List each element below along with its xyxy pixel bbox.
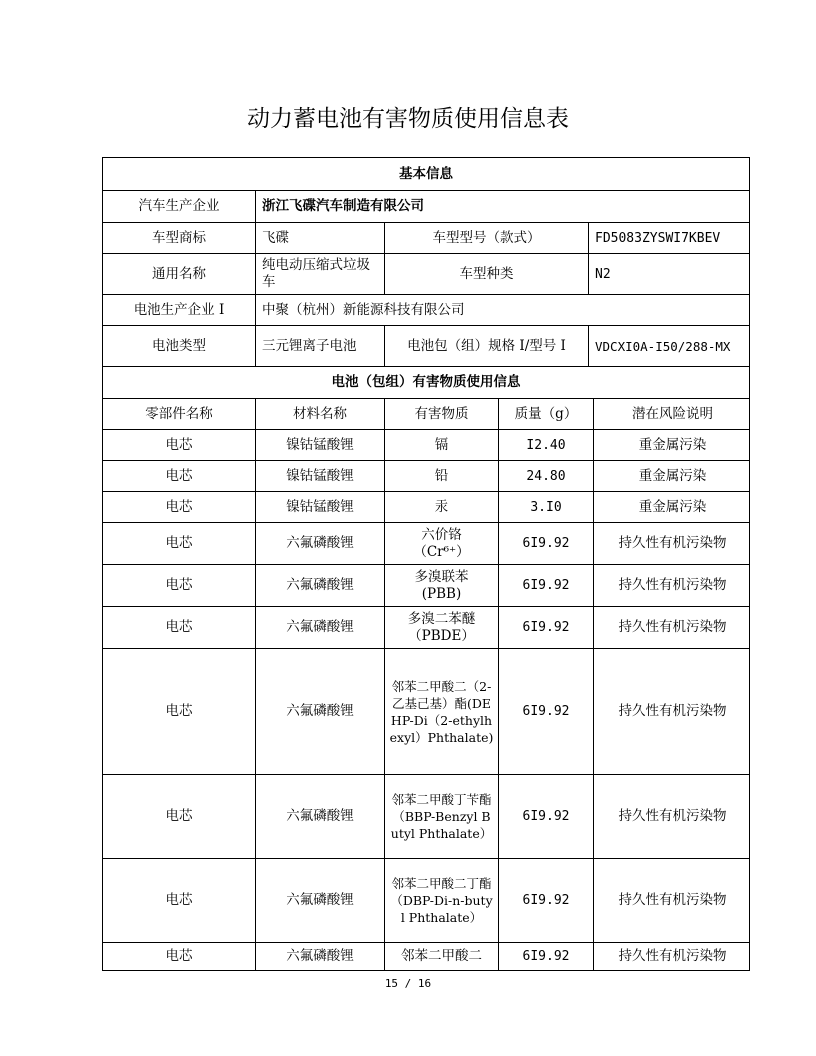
page-title: 动力蓄电池有害物质使用信息表 [247, 106, 569, 132]
material-cell: 镍钴锰酸锂 [255, 430, 384, 460]
material-cell: 六氟磷酸锂 [255, 859, 384, 942]
risk-cell: 重金属污染 [593, 492, 751, 522]
substance-cell: 邻苯二甲酸丁苄酯（BBP-Benzyl Butyl Phthalate） [384, 775, 498, 858]
mass-cell: 6I9.92 [498, 859, 593, 942]
table-row [103, 522, 749, 564]
model-label: 车型型号（款式） [384, 223, 588, 253]
manufacturer-value: 浙江飞碟汽车制造有限公司 [255, 191, 751, 222]
substance-cell: 邻苯二甲酸二 [384, 943, 498, 970]
pack-spec-label: 电池包（组）规格 I/型号 I [384, 326, 588, 366]
part-cell: 电芯 [165, 467, 193, 484]
table-row [103, 858, 749, 942]
model-value: FD5083ZYSWI7KBEV [588, 223, 751, 253]
hazard-info-header-row [103, 366, 749, 398]
material-cell: 六氟磷酸锂 [255, 943, 384, 970]
part-cell: 电芯 [165, 619, 193, 635]
hazard-info-title: 电池（包组）有害物质使用信息 [331, 374, 521, 390]
hazard-header-row [103, 398, 749, 429]
part-cell: 电芯 [165, 808, 193, 824]
risk-cell: 持久性有机污染物 [593, 649, 751, 774]
material-cell: 六氟磷酸锂 [255, 607, 384, 648]
material-cell: 六氟磷酸锂 [255, 775, 384, 858]
header-risk: 潜在风险说明 [593, 399, 751, 429]
mass-cell: 3.I0 [498, 492, 593, 522]
part-cell: 电芯 [165, 948, 193, 964]
battery-maker-label: 电池生产企业 I [133, 301, 225, 318]
basic-info-header-row [103, 158, 749, 190]
brand-value: 飞碟 [255, 223, 384, 253]
risk-cell: 重金属污染 [593, 461, 751, 491]
risk-cell: 持久性有机污染物 [593, 943, 751, 970]
battery-type-row [103, 325, 749, 366]
header-material: 材料名称 [255, 399, 384, 429]
header-mass: 质量（g） [498, 399, 593, 429]
material-cell: 六氟磷酸锂 [255, 523, 384, 564]
header-part: 零部件名称 [145, 405, 213, 422]
page-number: 15 / 16 [384, 977, 432, 990]
substance-cell: 六价铬（Cr⁶⁺） [384, 523, 498, 564]
mass-cell: I2.40 [498, 430, 593, 460]
substance-cell: 多溴二苯醚（PBDE） [384, 607, 498, 648]
battery-type-value: 三元锂离子电池 [255, 326, 384, 366]
common-name-label: 通用名称 [152, 265, 206, 282]
substance-cell: 多溴联苯(PBB) [384, 565, 498, 606]
risk-cell: 持久性有机污染物 [593, 775, 751, 858]
battery-type-label: 电池类型 [152, 337, 206, 354]
part-cell: 电芯 [165, 703, 193, 719]
part-cell: 电芯 [165, 535, 193, 551]
basic-info-title: 基本信息 [399, 165, 453, 182]
part-cell: 电芯 [165, 436, 193, 453]
risk-cell: 持久性有机污染物 [593, 565, 751, 606]
vehicle-type-label: 车型种类 [384, 254, 588, 294]
table-row [103, 564, 749, 606]
table-row [103, 429, 749, 460]
mass-cell: 6I9.92 [498, 607, 593, 648]
common-name-value: 纯电动压缩式垃圾车 [255, 254, 384, 294]
material-cell: 六氟磷酸锂 [255, 649, 384, 774]
hazard-info-table [102, 157, 750, 971]
substance-cell: 铅 [384, 461, 498, 491]
table-row [103, 460, 749, 491]
part-cell: 电芯 [165, 577, 193, 593]
part-cell: 电芯 [165, 892, 193, 908]
mass-cell: 6I9.92 [498, 565, 593, 606]
table-row [103, 942, 749, 970]
risk-cell: 持久性有机污染物 [593, 859, 751, 942]
battery-maker-value: 中聚（杭州）新能源科技有限公司 [255, 295, 751, 325]
substance-cell: 邻苯二甲酸二丁酯（DBP-Di-n-butyl Phthalate） [384, 859, 498, 942]
manufacturer-label: 汽车生产企业 [138, 198, 220, 214]
material-cell: 镍钴锰酸锂 [255, 492, 384, 522]
substance-cell: 汞 [384, 492, 498, 522]
pack-spec-value: VDCXI0A-I50/288-MX [588, 326, 751, 366]
mass-cell: 24.80 [498, 461, 593, 491]
vehicle-type-value: N2 [588, 254, 751, 294]
table-row [103, 648, 749, 774]
table-row [103, 606, 749, 648]
mass-cell: 6I9.92 [498, 649, 593, 774]
mass-cell: 6I9.92 [498, 523, 593, 564]
brand-label: 车型商标 [152, 229, 206, 246]
header-substance: 有害物质 [384, 399, 498, 429]
mass-cell: 6I9.92 [498, 943, 593, 970]
material-cell: 镍钴锰酸锂 [255, 461, 384, 491]
brand-model-row [103, 222, 749, 253]
material-cell: 六氟磷酸锂 [255, 565, 384, 606]
part-cell: 电芯 [165, 498, 193, 515]
risk-cell: 持久性有机污染物 [593, 607, 751, 648]
common-name-row [103, 253, 749, 294]
table-row [103, 491, 749, 522]
mass-cell: 6I9.92 [498, 775, 593, 858]
manufacturer-row [103, 190, 749, 222]
substance-cell: 邻苯二甲酸二（2-乙基己基）酯(DEHP-Di（2-ethylhexyl）Phthalate) [384, 649, 498, 774]
risk-cell: 重金属污染 [593, 430, 751, 460]
table-row [103, 774, 749, 858]
substance-cell: 镉 [384, 430, 498, 460]
battery-maker-row [103, 294, 749, 325]
risk-cell: 持久性有机污染物 [593, 523, 751, 564]
